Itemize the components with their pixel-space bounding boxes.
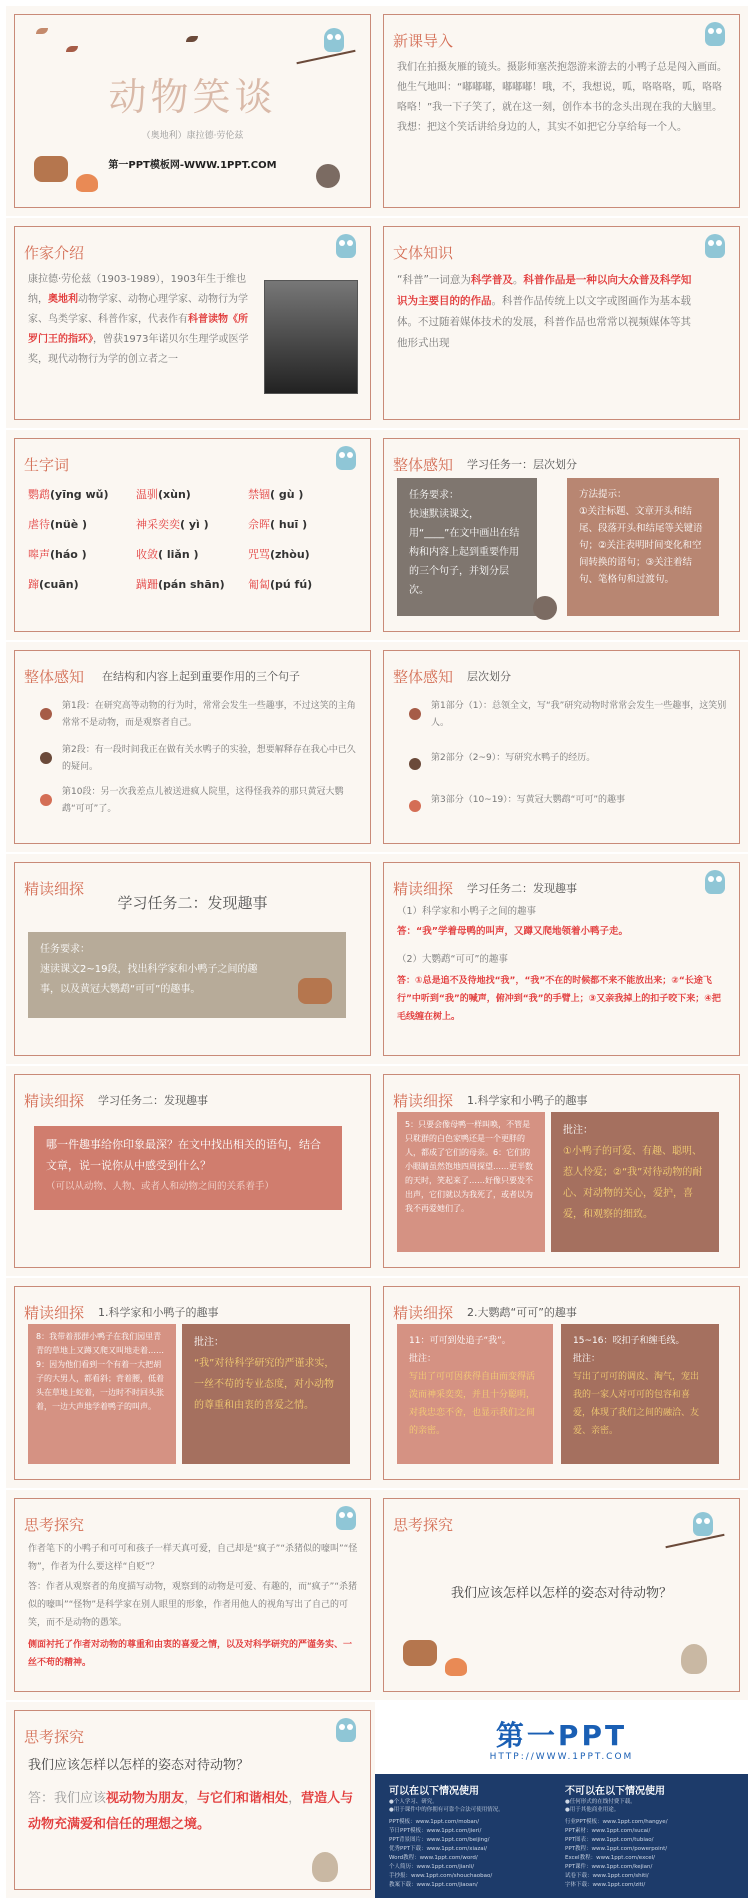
slide-ducklings-b <box>6 1278 379 1488</box>
slide-answer <box>6 1702 379 1898</box>
key-sentence: 第10段：另一次我差点儿被送进疯人院里，这得怪我养的那只黄冠大鹦鹉“可可”了。 <box>62 787 344 814</box>
slide-question <box>375 1490 748 1700</box>
slide-heading: 精读细探 <box>393 1304 454 1322</box>
question-text: 我们应该怎样以怎样的姿态对待动物？ <box>450 1586 672 1601</box>
license-link[interactable]: PPT教程：www.1ppt.com/powerpoint/ <box>565 1846 668 1852</box>
answer: 答：“我”学着母鸭的叫声，又蹲又爬地领着小鸭子走。 <box>397 926 628 937</box>
reflection-answer: 答：作者从观察者的角度描写动物，观察到的动物是可爱、有趣的，而“疯子”“杀猪似的嚎叫”“怪物”是科学家在别人眼里的形象，作者用他人的视角写出了自己的可笑，而不是动物的愚笨。 <box>28 1582 357 1628</box>
task-heading: 学习任务二：发现趣事 <box>117 894 268 912</box>
bullet-icon <box>409 758 421 770</box>
note-box: 批注： ①小鸭子的可爱、有趣、聪明、惹人怜爱；②“我”对待动物的耐心、对动物的关心，爱护，喜爱，和观察的细致。 <box>551 1112 719 1252</box>
license-link[interactable]: 优秀PPT下载：www.1ppt.com/xiazai/ <box>389 1846 488 1852</box>
license-link[interactable]: Excel教程：www.1ppt.com/excel/ <box>565 1855 656 1861</box>
note-box: 11：可可到处追子“我”。 批注： 写出了可可因获得自由而变得活泼而神采奕奕，并且十分聪明，对我忠恋不舍，也显示我们之间的亲密。 <box>397 1324 553 1464</box>
slide-subheading: 1.科学家和小鸭子的趣事 <box>467 1094 588 1107</box>
can-title: 可以在以下情况使用 <box>389 1786 479 1797</box>
answer: 答：①总是追不及待地找“我”，“我”不在的时候都不来不能放出来；②“长途飞行”中听到“我”的喊声，俯冲到“我”的手臂上；③又亲我掉上的扣子咬下来；④把毛线缠在树上。 <box>397 976 721 1022</box>
cannot-item: ●用于其他商业用途。 <box>565 1807 620 1813</box>
slide-heading: 精读细探 <box>24 1304 85 1322</box>
logo-text: 第一PPT <box>495 1719 628 1752</box>
excerpt-box: 5：只要会像母鸭一样叫唤，不管是只耽群的白色家鸭还是一个更胖的人，都成了它们的母亲。6：它们的小眼睛虽然饱地四周探望……更半数的天时，笑起来了……好像只要发不出声，它们就以为我死了，或者以为我不再爱她们了。 <box>397 1112 545 1252</box>
slide-heading: 精读细探 <box>393 1092 454 1110</box>
vocab-item: 咒骂(zhòu) <box>248 548 310 561</box>
can-item: ●用于课件中的你拥有可靠个合法可使用情况。 <box>389 1807 504 1813</box>
can-item: ●个人学习、研究。 <box>389 1799 438 1805</box>
tip-box: 方法提示： ①关注标题、文章开头和结尾、段落开头和结尾等关键语句；②关注表明时间变化和空间转换的语句；③关注着结句、笔格句和过渡句。 <box>567 478 719 616</box>
vocab-item: 温驯(xùn) <box>136 488 191 501</box>
license-link[interactable]: 教案下载：www.1ppt.com/jiaoan/ <box>389 1882 478 1888</box>
fox-icon <box>445 1658 467 1676</box>
slide-heading: 文体知识 <box>393 244 454 262</box>
owl-icon <box>705 22 725 46</box>
slide-reading-task <box>6 854 379 1064</box>
vocab-item: 神采奕奕( yì ) <box>136 518 209 531</box>
link-list-left <box>389 1818 557 1890</box>
question-text: 我们应该怎样以怎样的姿态对待动物？ <box>28 1758 250 1773</box>
vocab-item: 嗥声(háo ) <box>28 548 87 561</box>
license-link[interactable]: 手抄报：www.1ppt.com/shouchaobao/ <box>389 1873 493 1879</box>
structure-item: 第3部分（10~19）：写黄冠大鹦鹉“可可”的趣事 <box>431 795 625 805</box>
note-box: 批注： “我”对待科学研究的严谨求实，一丝不苟的专业态度，对小动物的尊重和由衷的喜爱之情。 <box>182 1324 350 1464</box>
slide-author <box>6 218 379 428</box>
license-link[interactable]: PPT素材：www.1ppt.com/sucai/ <box>565 1828 651 1834</box>
license-link[interactable]: 个人简历：www.1ppt.com/jianli/ <box>389 1864 475 1870</box>
slide-heading: 精读细探 <box>24 1092 85 1110</box>
slide-heading: 整体感知 <box>393 456 454 474</box>
fox-icon <box>76 174 98 192</box>
slide-heading: 思考探究 <box>24 1516 85 1534</box>
link-list-right <box>565 1818 735 1890</box>
vocab-item: 鹦鹉(yīng wǔ) <box>28 488 109 501</box>
slide-license <box>375 1702 748 1898</box>
license-link[interactable]: PPT背景图片：www.1ppt.com/beijing/ <box>389 1837 490 1843</box>
slide-overview-task <box>375 430 748 640</box>
raccoon-icon <box>533 596 557 620</box>
owl-icon <box>705 870 725 894</box>
slide-genre <box>375 218 748 428</box>
owl-icon <box>336 1718 356 1742</box>
slide-subheading: 1.科学家和小鸭子的趣事 <box>98 1306 219 1319</box>
owl-icon <box>705 234 725 258</box>
slide-heading: 思考探究 <box>24 1728 85 1746</box>
intro-body: 我们在拍摄灰雁的镜头。摄影师塞茨抱怨游来游去的小鸭子总是闯入画面。他生气地叫：“嘟嘟嘟，嘟嘟嘟！哦，不，我想说，呱，咯咯咯，呱，咯咯咯咯！”我一下子笑了，就在这一刻，创作本书的念头出现在我的大脑里。我想：把这个笑话讲给身边的人，其实不如把它分享给每一个人。 <box>397 62 727 133</box>
key-sentence: 第1段：在研究高等动物的行为时，常常会发生一些趣事，不过这笑的主角常常不是动物，而是观察者自己。 <box>62 701 356 728</box>
author-portrait <box>264 280 358 394</box>
bullet-icon <box>409 708 421 720</box>
deer-icon <box>34 156 68 182</box>
vocab-item: 匍匐(pú fú) <box>248 578 313 591</box>
owl-icon <box>336 446 356 470</box>
slide-heading: 生字词 <box>24 456 70 474</box>
slide-vocab <box>6 430 379 640</box>
bullet-icon <box>40 752 52 764</box>
license-link[interactable]: 试卷下载：www.1ppt.com/shiti/ <box>565 1873 649 1879</box>
raccoon-icon <box>316 164 340 188</box>
bullet-icon <box>40 794 52 806</box>
slide-heading: 思考探究 <box>393 1516 454 1534</box>
rabbit-icon <box>312 1852 338 1882</box>
slide-subheading: 层次划分 <box>467 670 511 683</box>
vocab-item: 蹿(cuān) <box>28 578 79 591</box>
vocab-item: 禁锢( gù ) <box>248 488 304 501</box>
question: （1）科学家和小鸭子之间的趣事 <box>397 906 537 917</box>
key-sentence: 第2段：有一段时间我正在做有关水鸭子的实验，想要解释存在我心中已久的疑问。 <box>62 745 356 772</box>
note-box: 15~16：咬扣子和缠毛线。 批注： 写出了可可的调皮、淘气，宠出我的一家人对可可的包容和喜爱，体现了我们之间的融洽、友爱、亲密。 <box>561 1324 719 1464</box>
excerpt-box: 8：我带着那群小鸭子在我们园里青青的草地上又蹲又爬又叫地走着……9：因为他们看到一个有着一大把胡子的大男人，都看斜；背着腰，低着头在草地上蛇着，一边时不时回头张着，一边大声地学着鸭子的叫声。 <box>28 1324 176 1464</box>
owl-icon <box>324 28 344 52</box>
slide-parrot <box>375 1278 748 1488</box>
structure-item: 第2部分（2~9）：写研究水鸭子的经历。 <box>431 753 596 763</box>
vocab-item: 收敛( liǎn ) <box>136 548 199 561</box>
brand-text: 第一PPT模板网-WWW.1PPT.COM <box>108 160 277 171</box>
deer-icon <box>298 978 332 1004</box>
slide-heading: 整体感知 <box>393 668 454 686</box>
slide-ducklings-a <box>375 1066 748 1276</box>
cannot-item: ●任何形式的在线付费下载。 <box>565 1799 636 1805</box>
license-link[interactable]: PPT图表：www.1ppt.com/tubiao/ <box>565 1837 654 1843</box>
slide-subheading: 学习任务二：发现趣事 <box>467 882 577 895</box>
structure-item: 第1部分（1）：总领全文，写“我”研究动物时常常会发生一些趣事，这笑别人。 <box>431 701 727 728</box>
question: （2）大鹦鹉“可可”的趣事 <box>397 954 508 965</box>
task-box: 任务要求： 快速默读课文，用“____”在文中画出在结构和内容上起到重要作用的三个句子，并划分层次。 <box>397 478 537 616</box>
slide-heading: 精读细探 <box>393 880 454 898</box>
slide-subheading: 在结构和内容上起到重要作用的三个句子 <box>102 670 300 683</box>
rabbit-icon <box>681 1644 707 1674</box>
answer-text: 答：我们应该视动物为朋友，与它们和谐相处，营造人与动物充满爱和信任的理想之境。 <box>28 1791 354 1832</box>
license-link[interactable]: Word教程：www.1ppt.com/word/ <box>389 1855 478 1861</box>
task-box: 任务要求： 速读课文2~19段，找出科学家和小鸭子之间的趣事，以及黄冠大鹦鹉“可可”的趣事。 <box>28 932 346 1018</box>
vocab-item: 蹒跚(pán shān) <box>136 578 225 591</box>
slide-subheading: 学习任务一：层次划分 <box>467 458 577 471</box>
reflection-conclusion: 侧面衬托了作者对动物的尊重和由衷的喜爱之情，以及对科学研究的严谨务实、一丝不苟的精神。 <box>28 1640 353 1668</box>
license-link[interactable]: PPT课件：www.1ppt.com/kejian/ <box>565 1864 653 1870</box>
slide-heading: 整体感知 <box>24 668 85 686</box>
slide-subheading: 2.大鹦鹉“可可”的趣事 <box>467 1306 577 1319</box>
license-link[interactable]: PPT模板：www.1ppt.com/moban/ <box>389 1819 480 1825</box>
vocab-item: 佘晖( huī ) <box>248 518 308 531</box>
slide-title-text: 动物笑谈 <box>108 75 277 119</box>
author: （奥地利）康拉德·劳伦兹 <box>141 131 244 141</box>
slide-heading: 新课导入 <box>393 32 454 50</box>
slide-reflection <box>6 1490 379 1700</box>
genre-body: “科普”一词意为科学普及。科普作品是一种以向大众普及科学知识为主要目的的作品。科普作品传统上以文字或图画作为基本载体。不过随着媒体技术的发展，科普作品也常常以视频媒体等其他形式出现 <box>397 274 692 349</box>
cannot-title: 不可以在以下情况使用 <box>565 1786 665 1797</box>
deer-icon <box>403 1640 437 1666</box>
slide-key-sentences <box>6 642 379 852</box>
vocab-grid <box>28 486 358 592</box>
slide-intro <box>375 6 748 216</box>
logo-url: HTTP://WWW.1PPT.COM <box>489 1752 634 1762</box>
license-link[interactable]: 字体下载：www.1ppt.com/ziti/ <box>565 1882 646 1888</box>
bullet-icon <box>40 708 52 720</box>
slide-title <box>6 6 379 216</box>
owl-icon <box>693 1512 713 1536</box>
slide-heading: 作家介绍 <box>24 244 85 262</box>
license-link[interactable]: 节日PPT模板：www.1ppt.com/jieri/ <box>389 1828 482 1834</box>
owl-icon <box>336 234 356 258</box>
reflection-question: 作者笔下的小鸭子和可可和孩子一样天真可爱，自己却是“疯子”“杀猪似的嚎叫”“怪物”，作者为什么要这样“自贬”？ <box>28 1544 358 1572</box>
question-box: 哪一件趣事给你印象最深？在文中找出相关的语句，结合文章，说一说你从中感受到什么？ （可以从动物、人物、或者人和动物之间的关系着手） <box>34 1126 342 1210</box>
vocab-item: 虐待(nüè ) <box>28 518 88 531</box>
slide-structure <box>375 642 748 852</box>
slide-discussion <box>6 1066 379 1276</box>
license-link[interactable]: 行业PPT模板：www.1ppt.com/hangye/ <box>565 1819 668 1825</box>
author-body: 康拉德·劳伦兹（1903-1989），1903年生于维也纳，奥地利动物学家、动物心理学家、动物行为学家、鸟类学家、科普作家，代表作有科普读物《所罗门王的指环》，曾获1973年诺贝尔生理学或医学奖，现代动物行为学的创立者之一 <box>28 274 249 365</box>
owl-icon <box>336 1506 356 1530</box>
slide-fun-facts <box>375 854 748 1064</box>
slide-heading: 精读细探 <box>24 880 85 898</box>
slide-subheading: 学习任务二：发现趣事 <box>98 1094 208 1107</box>
bullet-icon <box>409 800 421 812</box>
